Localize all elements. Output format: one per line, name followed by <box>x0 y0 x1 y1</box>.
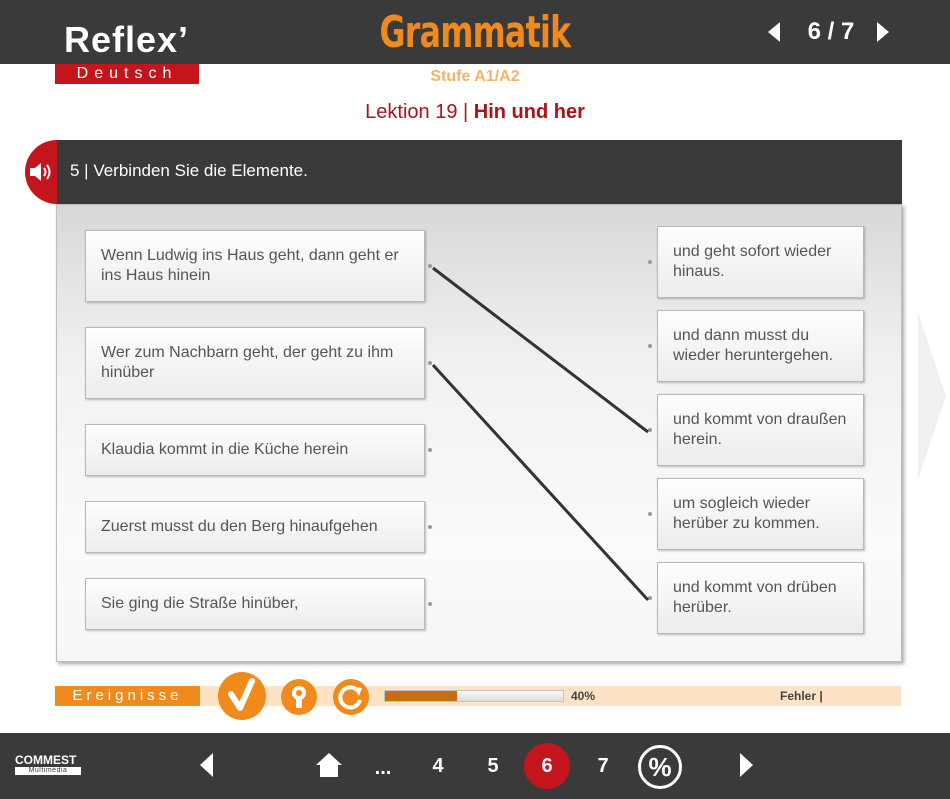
bottom-bar <box>0 733 950 799</box>
left-item-text: Klaudia kommt in die Küche herein <box>101 441 349 458</box>
progress-bar-fill <box>385 691 457 701</box>
home-button[interactable] <box>315 752 343 778</box>
check-button[interactable] <box>218 672 266 720</box>
left-item-text: Sie ging die Straße hinüber, <box>101 595 299 612</box>
footer-next-icon[interactable] <box>740 753 753 777</box>
errors-label: Fehler | <box>780 689 823 703</box>
page-indicator: 6 / 7 <box>807 18 855 45</box>
progress-percent: 40% <box>571 689 596 703</box>
right-item-text: und geht sofort wieder hinaus. <box>673 243 832 280</box>
level-subtitle: Stufe A1/A2 <box>430 68 520 85</box>
page-link-4[interactable]: 4 <box>432 755 444 777</box>
left-item-text: Wenn Ludwig ins Haus geht, dann geht er ins Haus hinein <box>101 247 399 284</box>
footer-prev-icon[interactable] <box>200 753 213 777</box>
lesson-prefix: Lektion 19 | <box>365 101 474 123</box>
logo-text: Reflex’ <box>64 19 190 60</box>
brand-logo-subtitle: Multimédia <box>15 767 81 775</box>
connection-line <box>433 365 648 600</box>
lock-icon <box>281 679 317 715</box>
page-ellipsis[interactable]: ... <box>374 757 392 779</box>
page-link-7[interactable]: 7 <box>597 755 609 777</box>
next-exercise-arrow[interactable] <box>918 312 946 480</box>
percent-icon[interactable]: % <box>638 745 682 789</box>
left-item-text: Wer zum Nachbarn geht, der geht zu ihm hinüber <box>101 344 394 381</box>
reset-button[interactable] <box>333 679 369 715</box>
right-item-text: um sogleich wieder herüber zu kommen. <box>673 495 820 532</box>
brand-logo: COMMEST <box>15 753 77 767</box>
right-item-text: und kommt von draußen herein. <box>673 411 847 448</box>
right-item-text: und dann musst du wieder heruntergehen. <box>673 327 834 364</box>
logo-subtitle: Deutsch <box>55 64 199 84</box>
home-icon <box>315 752 343 778</box>
page-title: Grammatik <box>379 7 571 58</box>
check-icon <box>218 672 266 720</box>
events-label: Ereignisse <box>55 686 200 706</box>
reset-icon <box>333 679 369 715</box>
lesson-name: Hin und her <box>473 101 585 123</box>
left-item-text: Zuerst musst du den Berg hinaufgehen <box>101 518 378 535</box>
exercise-title: 5 | Verbinden Sie die Elemente. <box>70 161 308 180</box>
page-link-5[interactable]: 5 <box>487 755 499 777</box>
right-item-text: und kommt von drüben herüber. <box>673 579 837 616</box>
page-link-current[interactable]: 6 <box>524 743 570 789</box>
solution-button[interactable] <box>281 679 317 715</box>
connection-line <box>433 268 648 432</box>
